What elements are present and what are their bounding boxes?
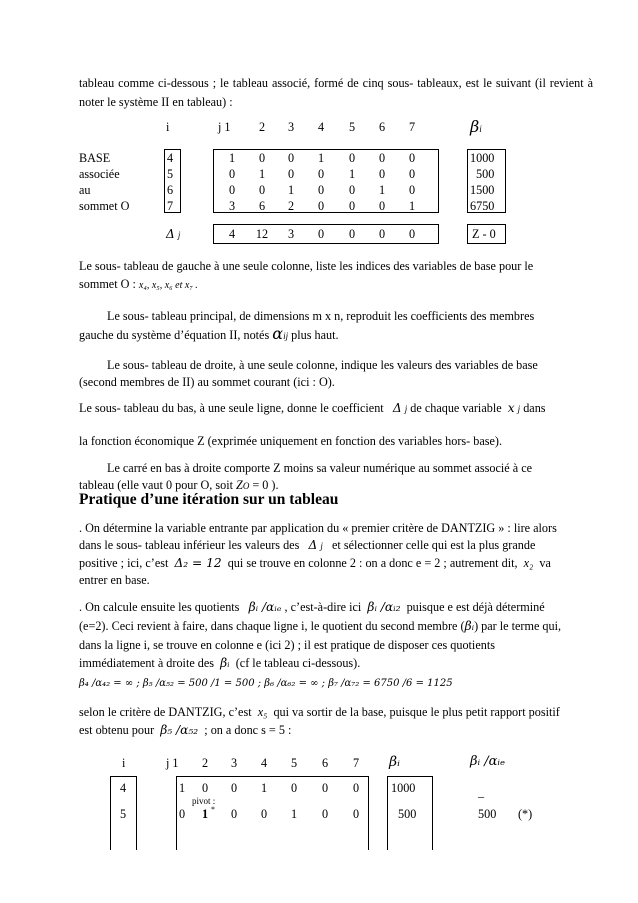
coefficient-cell: 1	[228, 151, 236, 165]
coefficient-cell: 1	[348, 167, 356, 181]
table1-col-head: 3	[287, 120, 295, 134]
table1-col-head: 4	[317, 120, 325, 134]
coefficient-cell: 0	[228, 167, 236, 181]
coefficient-cell: 1	[290, 807, 298, 821]
coefficient-cell: 0	[258, 183, 266, 197]
delta-cell: 0	[408, 227, 416, 241]
coefficient-cell: 0	[230, 807, 238, 821]
delta-cell: 4	[228, 227, 236, 241]
coefficient-cell: 1	[287, 183, 295, 197]
table2-beta-value: 500	[398, 807, 417, 821]
table2-col-i: i	[122, 756, 126, 770]
table1-col-head: 6	[378, 120, 386, 134]
table2-col-head: 6	[321, 756, 329, 770]
pivot-star: *	[211, 805, 215, 814]
beta-value: 1000	[470, 151, 495, 165]
base-index: 7	[167, 199, 174, 213]
table1-col-head: 5	[348, 120, 356, 134]
para1-line2: sommet O : x₄, x₅, x₆ et x₇ .	[79, 277, 198, 291]
para7-line4: entrer en base.	[79, 573, 150, 587]
para3-line1: Le sous- tableau de droite, à une seule colonne, indique les valeurs des variables de base	[107, 358, 538, 372]
coefficient-cell: 0	[378, 167, 386, 181]
para1-line1: Le sous- tableau de gauche à une seule colonne, liste les indices des variables de base pour le	[79, 259, 534, 273]
table2-col-head: 5	[290, 756, 298, 770]
delta-label: Δ j	[166, 227, 181, 241]
para2-line1: Le sous- tableau principal, de dimensions m x n, reproduit les coefficients des membres	[107, 309, 535, 323]
table2-col-head: 4	[260, 756, 268, 770]
coefficient-cell: 1	[260, 781, 268, 795]
delta-cell: 0	[378, 227, 386, 241]
pivot-label: pivot :	[192, 796, 216, 806]
coefficient-cell: 0	[321, 781, 329, 795]
coefficient-cell: 0	[408, 167, 416, 181]
table2-col-j: j 1	[166, 756, 179, 770]
coefficient-cell: 0	[348, 199, 356, 213]
coefficient-cell: 1	[258, 167, 266, 181]
delta-cell: 3	[287, 227, 295, 241]
para8-line1: . On calcule ensuite les quotients βᵢ /αᵢₑ , c’est-à-dire ici βᵢ /αᵢ₂ puisque e est déjà déterminé	[79, 600, 545, 614]
para6-line1: Le carré en bas à droite comporte Z moins sa valeur numérique au sommet associé à ce	[107, 461, 533, 475]
para7-line3: positive ; ici, c’est Δ₂ = 12 qui se trouve en colonne 2 : on a donc e = 2 ; autrement dit, x₂ va	[79, 556, 551, 570]
coefficient-cell: 0	[352, 807, 360, 821]
coefficient-cell: 0	[228, 183, 236, 197]
beta-value: 500	[476, 167, 495, 181]
coefficient-cell: 0	[258, 151, 266, 165]
para9-line1: selon le critère de DANTZIG, c’est x₅ qui va sortir de la base, puisque le plus petit rapport positif	[79, 705, 560, 719]
base-label: au	[79, 183, 91, 197]
coefficient-cell: 0	[378, 151, 386, 165]
base-index: 6	[167, 183, 174, 197]
coefficient-cell: 0	[290, 781, 298, 795]
coefficient-cell: 0	[260, 807, 268, 821]
table2-quotient-head: βᵢ /αᵢₑ	[470, 754, 506, 769]
coefficient-cell: 1	[317, 151, 325, 165]
para5-line: la fonction économique Z (exprimée uniquement en fonction des variables hors- base).	[79, 434, 503, 448]
coefficient-cell: 0	[321, 807, 329, 821]
para2-line2: gauche du système d’équation II, notés αij plus haut.	[79, 324, 339, 343]
coefficient-cell: 0	[352, 781, 360, 795]
para7-line1: . On détermine la variable entrante par application du « premier critère de DANTZIG » : lire alors	[79, 521, 557, 535]
table2-base-index: 4	[120, 781, 127, 795]
delta-cell: 12	[255, 227, 269, 241]
z-cell: Z - 0	[472, 227, 496, 241]
coefficient-cell: 1	[378, 183, 386, 197]
base-label: associée	[79, 167, 120, 181]
table2-base-index: 5	[120, 807, 127, 821]
intro-paragraph: tableau comme ci-dessous ; le tableau associé, formé de cinq sous- tableaux, est le suivant (il revient à noter le système II en tableau) :	[79, 76, 593, 109]
coefficient-cell: 1	[408, 199, 416, 213]
table1-beta-head: βi	[470, 117, 482, 136]
coefficient-cell: 0	[348, 183, 356, 197]
table2-col-head: 7	[352, 756, 360, 770]
delta-cell: 0	[348, 227, 356, 241]
para8-line4: immédiatement à droite des βᵢ (cf le tableau ci-dessous).	[79, 656, 361, 670]
coefficient-cell: 0	[378, 199, 386, 213]
table2-col-head: 3	[230, 756, 238, 770]
table1-col-j: j 1	[218, 120, 231, 134]
coefficient-cell: 0	[178, 807, 186, 821]
coefficient-cell: 0	[317, 199, 325, 213]
coefficient-cell: 6	[258, 199, 266, 213]
para8-line2: (e=2). Ceci revient à faire, dans chaque ligne i, le quotient du second membre (βᵢ) par le terme qui,	[79, 619, 562, 633]
coefficient-cell: 0	[230, 781, 238, 795]
coefficient-cell: 3	[228, 199, 236, 213]
coefficient-cell: 0	[317, 167, 325, 181]
delta-cell: 0	[317, 227, 325, 241]
table2-beta-value: 1000	[391, 781, 416, 795]
base-index: 4	[167, 151, 174, 165]
para7-line2: dans le sous- tableau inférieur les valeurs des Δ j et sélectionner celle qui est la plus grande	[79, 538, 536, 552]
coefficient-cell: 0	[408, 183, 416, 197]
quotients-line: β₄ /α₄₂ = ∞ ; β₅ /α₅₂ = 500 /1 = 500 ; β₆ /α₆₂ = ∞ ; β₇ /α₇₂ = 6750 /6 = 1125	[79, 678, 453, 689]
para9-line2: est obtenu pour β₅ /α₅₂ ; on a donc s = 5 :	[79, 723, 292, 737]
coefficient-cell: 2	[287, 199, 295, 213]
table2-col-head: 2	[201, 756, 209, 770]
base-label: sommet O	[79, 199, 130, 213]
table1-col-head: 2	[258, 120, 266, 134]
section-heading: Pratique d’une itération sur un tableau	[79, 491, 339, 508]
coefficient-cell: 0	[201, 781, 209, 795]
table2-beta-head: βᵢ	[389, 754, 400, 770]
coefficient-cell: 0	[287, 151, 295, 165]
table1-col-i: i	[166, 120, 170, 134]
beta-value: 1500	[470, 183, 495, 197]
para8-line3: dans la ligne i, se trouve en colonne e (ici 2) ; il est pratique de disposer ces quotients	[79, 638, 495, 652]
table1-col-head: 7	[408, 120, 416, 134]
coefficient-cell: 0	[408, 151, 416, 165]
coefficient-cell: 0	[287, 167, 295, 181]
para3-line2: (second membres de II) au sommet courant (ici : O).	[79, 375, 335, 389]
base-label: BASE	[79, 151, 111, 165]
table2-quotient: _	[478, 785, 485, 799]
pivot-cell: 1	[201, 807, 209, 821]
coefficient-cell: 0	[317, 183, 325, 197]
coefficient-cell: 0	[348, 151, 356, 165]
base-index: 5	[167, 167, 174, 181]
pivot-row-marker: (*)	[518, 807, 533, 821]
coefficient-cell: 1	[178, 781, 186, 795]
para6-line2: tableau (elle vaut 0 pour O, soit ZO = 0 ).	[79, 478, 279, 492]
para4-line: Le sous- tableau du bas, à une seule ligne, donne le coefficient Δ j de chaque variable x j dans	[79, 401, 546, 415]
table2-quotient: 500	[478, 807, 497, 821]
beta-value: 6750	[470, 199, 495, 213]
